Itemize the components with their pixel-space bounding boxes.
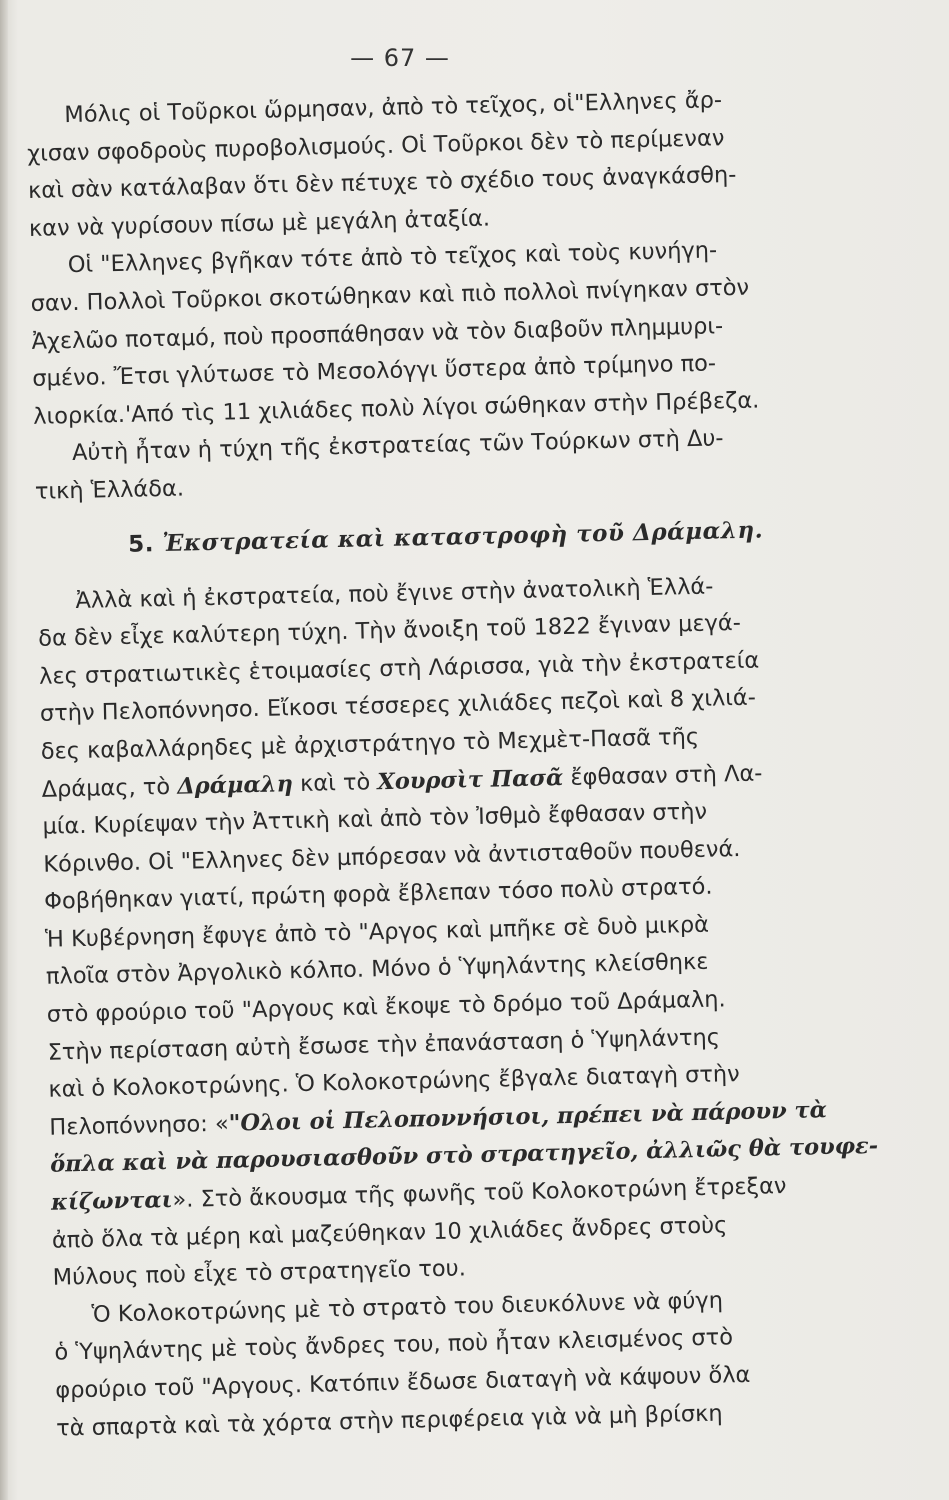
text-line: καν νὰ γυρίσουν πίσω μὲ μεγάλη ἀταξία. <box>28 205 491 242</box>
text-line: στὸ φρούριο τοῦ "Αργους καὶ ἔκοψε τὸ δρόμο τοῦ Δράμαλη. <box>46 986 726 1028</box>
page-number: — 67 — <box>350 44 450 72</box>
quoted-order: "Ολοι οἱ Πελοποννήσιοι, πρέπει νὰ πάρουν τὰ <box>228 1096 828 1137</box>
text-line: Στὴν περίσταση αὐτὴ ἔσωσε τὴν ἐπανάσταση ὁ Ὑψηλάντης <box>47 1024 721 1066</box>
text-line: Μύλους ποὺ εἶχε τὸ στρατηγεῖο του. <box>52 1255 467 1291</box>
text-line: λιορκία.'Από τὶς 11 χιλιάδες πολὺ λίγοι σώθηκαν στὴν Πρέβεζα. <box>32 387 760 430</box>
section-title: Ἐκστρατεία καὶ καταστροφὴ τοῦ Δράμαλη. <box>162 515 764 557</box>
text-line: δα δὲν εἶχε καλύτερη τύχη. Τὴν ἄνοιξη τοῦ 1822 ἔγιναν μεγά- <box>37 610 742 652</box>
text-line: σαν. Πολλοὶ Τοῦρκοι σκοτώθηκαν καὶ πιὸ πολλοὶ πνίγηκαν στὸν <box>30 274 750 317</box>
text-line: φρούριο τοῦ "Αργους. Κατόπιν ἔδωσε διαταγὴ νὰ κάψουν ὅλα <box>55 1361 751 1404</box>
text-line: στὴν Πελοπόννησο. Εἴκοσι τέσσερες χιλιάδες πεζοὶ καὶ 8 χιλιά- <box>39 684 757 728</box>
text-line: Ἀχελῶο ποταμό, ποὺ προσπάθησαν νὰ τὸν διαβοῦν πλημμυρι- <box>31 312 724 355</box>
emphasized-name: Δράμαλη <box>176 770 294 800</box>
text-line: Ἡ Κυβέρνηση ἔφυγε ἀπὸ τὸ "Αργος καὶ μπῆκε σὲ δυὸ μικρὰ <box>44 911 710 953</box>
text-line: Αὐτὴ ἦταν ἡ τύχη τῆς ἐκστρατείας τῶν Τούρκων στὴ Δυ- <box>71 425 724 467</box>
text-run: Πελοπόννησο: « <box>49 1110 230 1141</box>
text-line: χισαν σφοδροὺς πυροβολισμούς. Οἱ Τοῦρκοι δὲν τὸ περίμεναν <box>26 124 725 167</box>
quoted-order: ὅπλα καὶ νὰ παρουσιασθοῦν στὸ στρατηγεῖο, ἀλλιῶς θὰ τουφε- <box>49 1133 879 1179</box>
text-line: Φοβήθηκαν γιατί, πρώτη φορὰ ἔβλεπαν τόσο πολὺ στρατό. <box>43 873 713 916</box>
text-line: καὶ ὁ Κολοκοτρώνης. Ὁ Κολοκοτρώνης ἔβγαλε διαταγὴ στὴν <box>48 1061 741 1103</box>
text-run: Δράμας, τὸ <box>41 773 178 803</box>
text-run: ἔφθασαν στὴ Λα- <box>563 759 763 791</box>
text-line: Ἀλλὰ καὶ ἡ ἐκστρατεία, ποὺ ἔγινε στὴν ἀνατολικὴ Ἑλλά- <box>75 573 714 614</box>
text-line: σμένο. Ἔτσι γλύτωσε τὸ Μεσολόγγι ὕστερα ἀπὸ τρίμηνο πο- <box>32 350 717 393</box>
text-line: τὰ σπαρτὰ καὶ τὰ χόρτα στὴν περιφέρεια γιὰ νὰ μὴ βρίσκη <box>55 1400 723 1442</box>
text-line: τικὴ Ἑλλάδα. <box>34 475 185 505</box>
text-line: ὁ Ὑψηλάντης μὲ τοὺς ἄνδρες του, ποὺ ἦταν κλεισμένος στὸ <box>54 1324 734 1367</box>
text-line: πλοῖα στὸν Ἀργολικὸ κόλπο. Μόνο ὁ Ὑψηλάντης κλείσθηκε <box>45 949 709 991</box>
section-number: 5. <box>127 530 155 558</box>
text-line: Οἱ "Ελληνες βγῆκαν τότε ἀπὸ τὸ τεῖχος καὶ τοὺς κυνήγη- <box>67 237 718 279</box>
body-text <box>26 79 886 1448</box>
text-line: Κόρινθο. Οἱ "Ελληνες δὲν μπόρεσαν νὰ ἀντισταθοῦν πουθενά. <box>43 835 741 878</box>
text-run: ». Στὸ ἄκουσμα τῆς φωνῆς τοῦ Κολοκοτρώνη ἔτρεξαν <box>172 1173 787 1213</box>
text-line: δες καβαλλάρηδες μὲ ἀρχιστράτηγο τὸ Μεχμὲτ-Πασᾶ τῆς <box>40 723 700 765</box>
emphasized-name: Χουρσὶτ Πασᾶ <box>377 764 564 795</box>
text-run: καὶ τὸ <box>292 768 378 797</box>
quoted-order: κίζωνται <box>50 1186 173 1216</box>
text-line: Ὁ Κολοκοτρώνης μὲ τὸ στρατὸ του διευκόλυνε νὰ φύγη <box>91 1287 724 1328</box>
text-line: καὶ σὰν κατάλαβαν ὅτι δὲν πέτυχε τὸ σχέδιο τους ἀναγκάσθη- <box>27 162 737 205</box>
text-line: λες στρατιωτικὲς ἑτοιμασίες στὴ Λάρισσα, γιὰ τὴν ἐκστρατεία <box>38 647 760 690</box>
text-line: μία. Κυρίεψαν τὴν Ἀττικὴ καὶ ἀπὸ τὸν Ἰσθμὸ ἔφθασαν στὴν <box>42 798 708 840</box>
binding-edge <box>0 0 8 1500</box>
text-line: Μόλις οἱ Τοῦρκοι ὥρμησαν, ἀπὸ τὸ τεῖχος, οἱ"Ελληνες ἄρ- <box>64 87 723 129</box>
text-line: ἀπὸ ὅλα τὰ μέρη καὶ μαζεύθηκαν 10 χιλιάδες ἄνδρες στοὺς <box>51 1212 728 1254</box>
